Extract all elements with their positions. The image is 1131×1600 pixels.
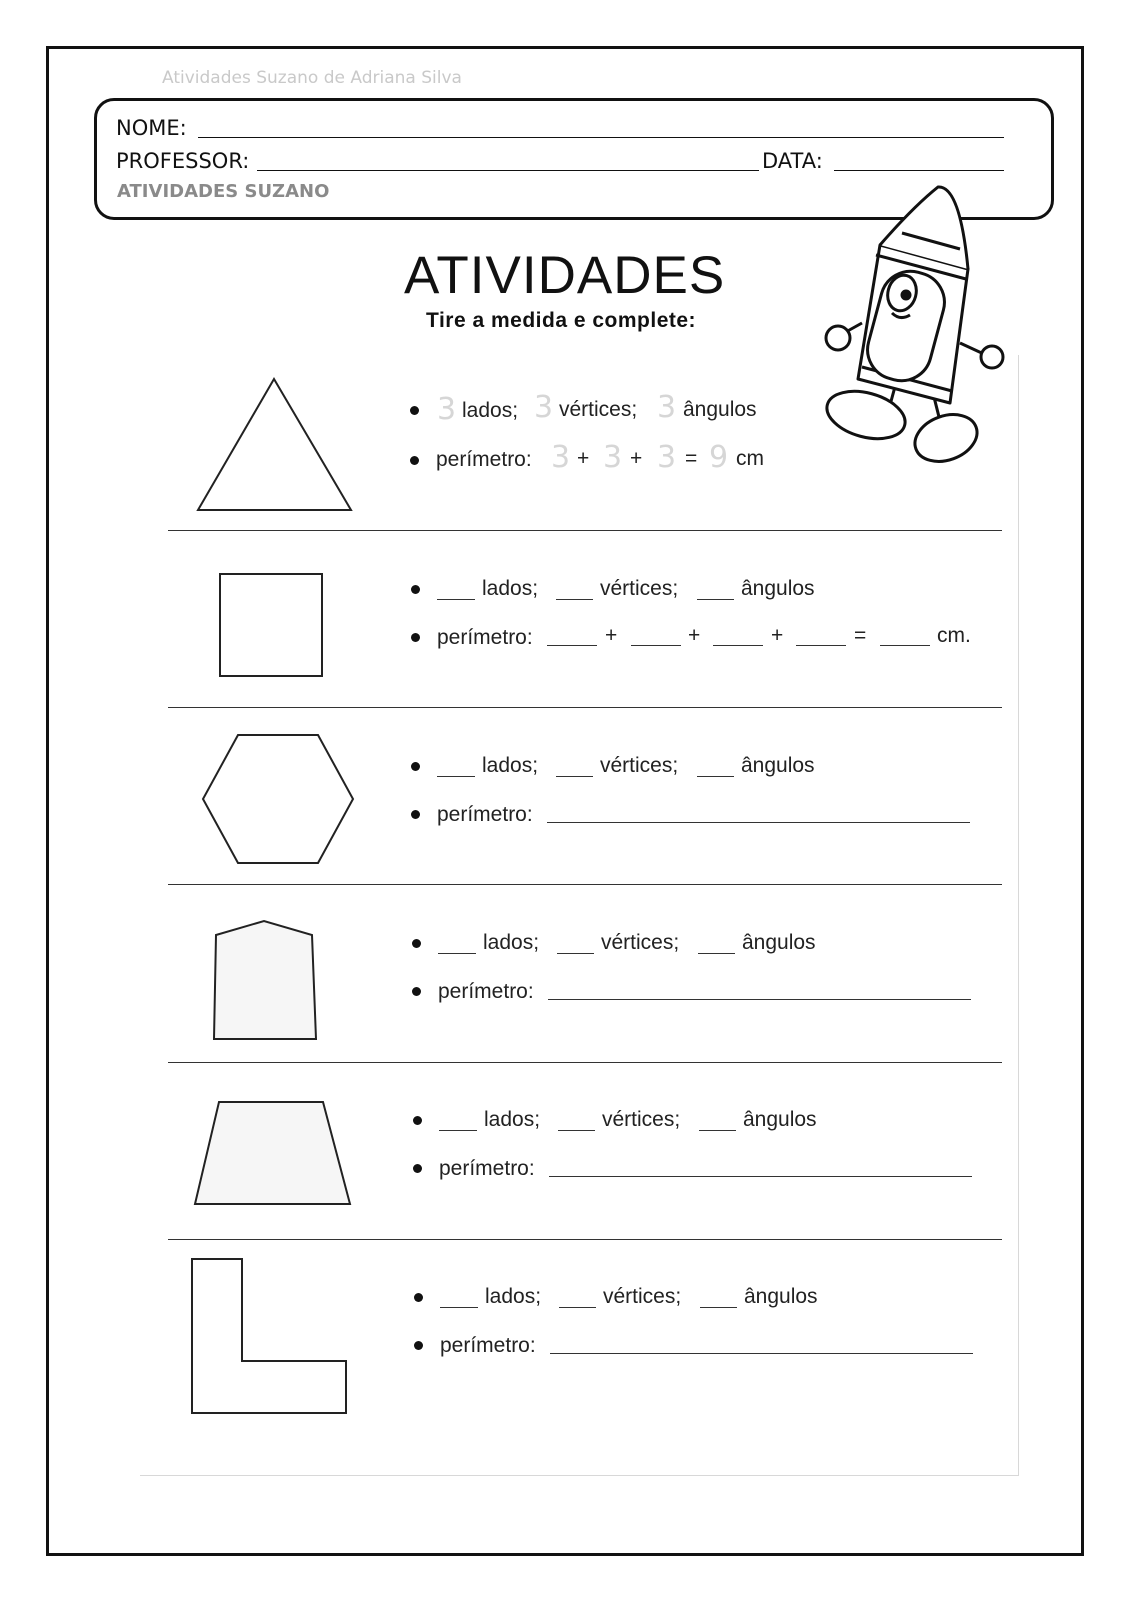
- vertices-label: vértices;: [559, 398, 638, 421]
- professor-label: PROFESSOR:: [116, 149, 250, 173]
- total-blank[interactable]: [880, 645, 930, 646]
- angulos-label: ângulos: [742, 931, 816, 954]
- perimetro-blank[interactable]: [547, 822, 970, 823]
- vertices-blank[interactable]: [558, 1130, 595, 1131]
- vertices-label: vértices;: [600, 754, 679, 777]
- cm-unit: cm.: [937, 624, 971, 647]
- perimetro-blank[interactable]: [549, 1176, 972, 1177]
- perimetro-label: perímetro:: [439, 1157, 535, 1180]
- divider: [168, 884, 1002, 885]
- plus-sign: +: [630, 447, 643, 470]
- professor-field[interactable]: [257, 170, 759, 171]
- bullet: [413, 1164, 422, 1173]
- data-field[interactable]: [834, 170, 1004, 171]
- vertices-label: vértices;: [603, 1285, 682, 1308]
- angulos-label: ângulos: [741, 577, 815, 600]
- bullet: [411, 762, 420, 771]
- example-term-1: 3: [551, 440, 571, 475]
- brand-label: ATIVIDADES SUZANO: [117, 181, 330, 202]
- equals-sign: =: [854, 624, 867, 647]
- pentagon-icon: [212, 919, 322, 1043]
- angulos-label: ângulos: [741, 754, 815, 777]
- bullet: [412, 987, 421, 996]
- lados-blank[interactable]: [440, 1307, 478, 1308]
- example-total: 9: [709, 440, 729, 475]
- cm-unit: cm: [736, 447, 764, 470]
- lados-label: lados;: [482, 577, 539, 600]
- bullet: [410, 456, 419, 465]
- bullet: [410, 406, 419, 415]
- perimetro-label: perímetro:: [437, 803, 533, 826]
- lados-blank[interactable]: [438, 953, 476, 954]
- data-label: DATA:: [762, 149, 823, 173]
- lados-label: lados;: [483, 931, 540, 954]
- plus-sign: +: [577, 447, 590, 470]
- lados-blank[interactable]: [437, 776, 475, 777]
- term-blank[interactable]: [713, 645, 763, 646]
- page-subtitle: Tire a medida e complete:: [426, 309, 697, 332]
- bullet: [414, 1293, 423, 1302]
- angulos-blank[interactable]: [698, 953, 735, 954]
- vertices-label: vértices;: [602, 1108, 681, 1131]
- term-blank[interactable]: [631, 645, 681, 646]
- perimetro-blank[interactable]: [548, 999, 971, 1000]
- term-blank[interactable]: [547, 645, 597, 646]
- divider: [168, 530, 1002, 531]
- square-icon: [218, 572, 326, 680]
- lados-label: lados;: [462, 399, 519, 422]
- nome-field[interactable]: [198, 137, 1004, 138]
- example-lados-value: 3: [437, 392, 457, 427]
- crayon-mascot-icon: [818, 183, 1018, 483]
- perimetro-label: perímetro:: [438, 980, 534, 1003]
- lados-label: lados;: [484, 1108, 541, 1131]
- divider: [168, 1239, 1002, 1240]
- watermark: Atividades Suzano de Adriana Silva: [162, 68, 462, 88]
- angulos-label: ângulos: [683, 398, 757, 421]
- vertices-blank[interactable]: [559, 1307, 596, 1308]
- bullet: [411, 633, 420, 642]
- angulos-blank[interactable]: [699, 1130, 736, 1131]
- example-angulos-value: 3: [657, 390, 677, 425]
- l-shape-icon: [190, 1257, 352, 1419]
- angulos-blank[interactable]: [697, 599, 734, 600]
- vertices-label: vértices;: [601, 931, 680, 954]
- lados-blank[interactable]: [437, 599, 475, 600]
- bullet: [411, 810, 420, 819]
- perimetro-label: perímetro:: [436, 448, 532, 471]
- hexagon-icon: [200, 733, 356, 867]
- perimetro-label: perímetro:: [437, 626, 533, 649]
- vertices-blank[interactable]: [556, 776, 593, 777]
- bullet: [411, 585, 420, 594]
- term-blank[interactable]: [796, 645, 846, 646]
- plus-sign: +: [771, 624, 784, 647]
- page-title: ATIVIDADES: [404, 246, 726, 305]
- bullet: [414, 1341, 423, 1350]
- bullet: [412, 939, 421, 948]
- perimetro-blank[interactable]: [550, 1353, 973, 1354]
- lados-blank[interactable]: [439, 1130, 477, 1131]
- equals-sign: =: [685, 447, 698, 470]
- lados-label: lados;: [482, 754, 539, 777]
- nome-label: NOME:: [116, 116, 187, 140]
- plus-sign: +: [688, 624, 701, 647]
- example-vertices-value: 3: [534, 390, 554, 425]
- angulos-label: ângulos: [743, 1108, 817, 1131]
- example-term-3: 3: [657, 440, 677, 475]
- perimetro-label: perímetro:: [440, 1334, 536, 1357]
- angulos-label: ângulos: [744, 1285, 818, 1308]
- divider: [168, 1062, 1002, 1063]
- divider: [168, 707, 1002, 708]
- vertices-blank[interactable]: [557, 953, 594, 954]
- lados-label: lados;: [485, 1285, 542, 1308]
- triangle-icon: [196, 376, 356, 516]
- example-term-2: 3: [603, 440, 623, 475]
- vertices-label: vértices;: [600, 577, 679, 600]
- angulos-blank[interactable]: [700, 1307, 737, 1308]
- angulos-blank[interactable]: [697, 776, 734, 777]
- trapezoid-icon: [193, 1100, 355, 1208]
- vertices-blank[interactable]: [556, 599, 593, 600]
- plus-sign: +: [605, 624, 618, 647]
- bullet: [413, 1116, 422, 1125]
